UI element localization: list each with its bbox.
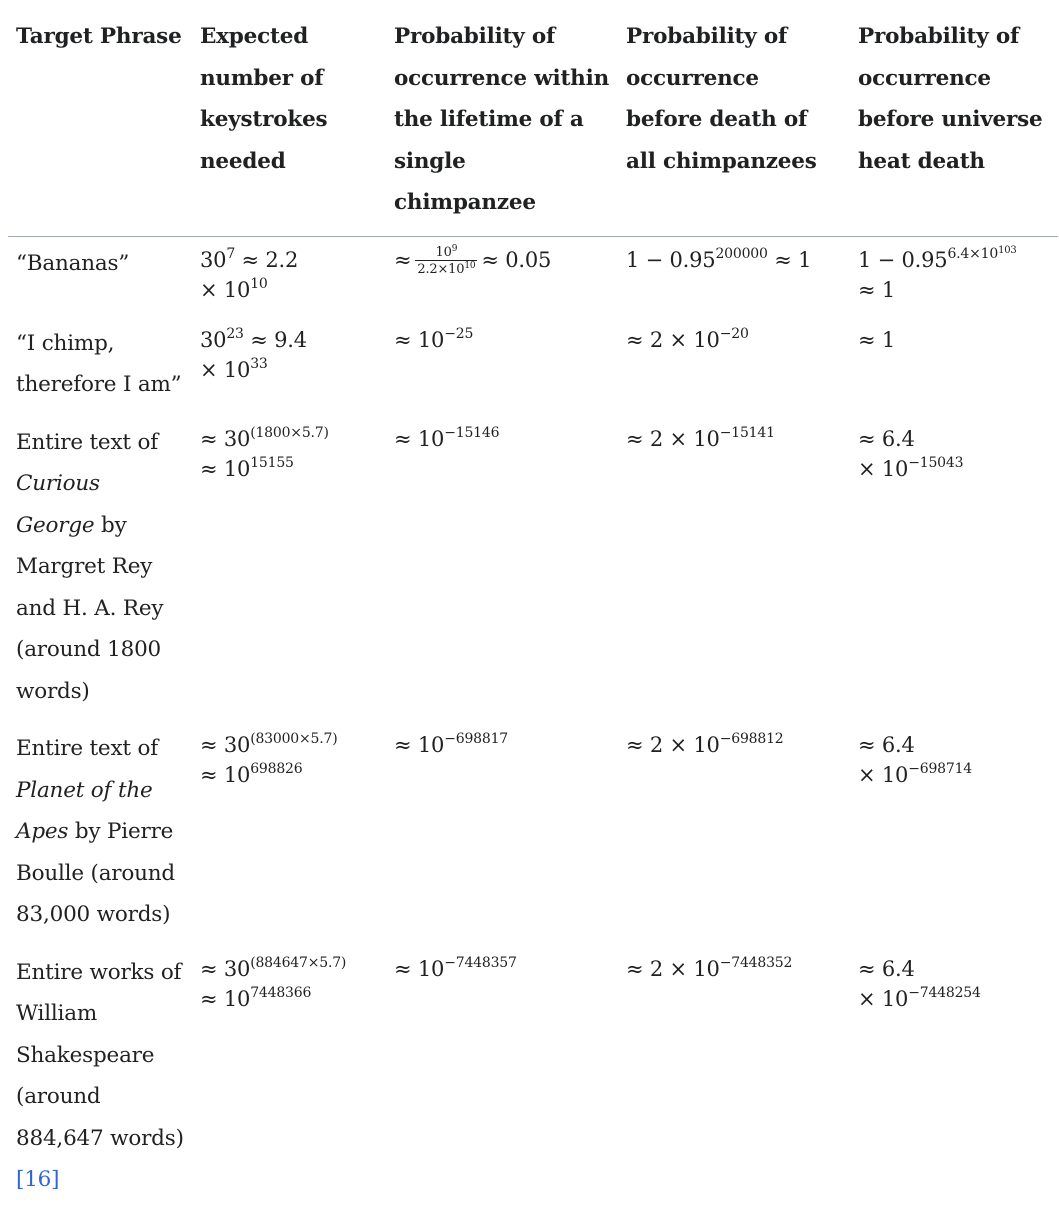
table-row [8,236,1058,317]
prob-single-chimp-cell [386,236,618,317]
book-title: Planet of the Apes [16,777,153,844]
keystrokes-cell [192,236,386,317]
math-line: ≈ $10^{-15146}$ [394,424,500,451]
math-line: ≈ 6.4 [858,956,915,981]
book-title: Curious George [16,471,100,538]
target-phrase-cell: Entire text of Planet of the Apes by Pierre Boulle (around 83,000 words) [16,736,175,927]
math-line: $30^{23} \approx 9.4$ [200,325,307,352]
keystrokes-cell [192,946,386,1211]
prob-all-chimps-cell [618,236,850,317]
prob-heat-death-cell [850,416,1058,723]
math-line: × $10^{-7448254}$ [858,984,981,1011]
prob-all-chimps-cell [618,946,850,1211]
math-line: ≈ 1 [858,327,896,352]
header-prob-heat-death: Probability of occurrence before universe heat death [858,24,1043,174]
math-line: ≈ $\frac{10^9}{2.2\times 10^{10}}$ ≈ 0.05 [394,244,552,277]
math-line: ≈ $10^{-7448357}$ [394,954,517,981]
prob-heat-death-cell [850,236,1058,317]
math-line: ≈ $10^{7448366}$ [200,984,312,1011]
math-line: × $10^{33}$ [200,355,268,382]
prob-all-chimps-cell [618,317,850,416]
target-phrase-cell: Entire works of William Shakespeare (around 884,647 words) [16] [16,959,184,1192]
probability-table [8,12,1058,1211]
prob-heat-death-cell [850,317,1058,416]
math-line: ≈ $10^{698826}$ [200,761,303,787]
math-line: ≈ $30^{(884647\times 5.7)}$ [200,954,347,981]
prob-single-chimp-cell [386,722,618,946]
math-line: ≈ 1 [858,277,896,302]
math-line: ≈ $2 \times 10^{-15141}$ [626,424,775,451]
target-phrase-cell: “Bananas” [16,250,130,276]
header-prob-single-chimp: Probability of occurrence within the lifetime of a single chimpanzee [394,24,610,215]
prob-single-chimp-cell [386,317,618,416]
header-row [8,12,1058,236]
prob-all-chimps-cell [618,416,850,723]
math-line: $30^7 \approx 2.2$ [200,245,299,272]
prob-all-chimps-cell [618,722,850,946]
target-phrase-cell: “I chimp, therefore I am” [16,330,182,397]
fraction: $\frac{10^9}{2.2\times 10^{10}}$ [417,244,476,277]
math-line: ≈ $2 \times 10^{-20}$ [626,325,749,352]
header-target-phrase: Target Phrase [16,24,182,49]
target-phrase-cell: Entire text of Curious George by Margret Rey and H. A. Rey (around 1800 words) [16,429,164,704]
math-line: ≈ 6.4 [858,733,915,757]
math-line: $1 - 0.95^{200000} \approx 1$ [626,245,812,272]
math-line: ≈ $10^{15155}$ [200,454,294,481]
reference-link[interactable]: [16] [16,1167,60,1192]
prob-single-chimp-cell [386,416,618,723]
math-line: ≈ $10^{-25}$ [394,325,474,352]
prob-single-chimp-cell [386,946,618,1211]
header-expected-keystrokes: Expected number of keystrokes needed [200,24,328,174]
math-line: ≈ 6.4 [858,426,915,451]
math-line: ≈ $30^{(1800\times 5.7)}$ [200,424,329,451]
table-row [8,722,1058,946]
table-row [8,416,1058,723]
prob-heat-death-cell [850,946,1058,1211]
table-row [8,946,1058,1211]
table-row [8,317,1058,416]
math-line: × $10^{-15043}$ [858,454,964,481]
keystrokes-cell [192,722,386,946]
math-line: ≈ $30^{(83000\times 5.7)}$ [200,731,338,757]
math-line: $1 - 0.95^{6.4\times 10^{103}}$ [858,244,1017,272]
math-line: ≈ $2 \times 10^{-698812}$ [626,731,784,757]
math-line: ≈ $10^{-698817}$ [394,731,508,757]
math-line: ≈ $2 \times 10^{-7448352}$ [626,954,793,981]
keystrokes-cell [192,416,386,723]
keystrokes-cell [192,317,386,416]
header-prob-all-chimps: Probability of occurrence before death of all chimpanzees [626,24,817,174]
prob-heat-death-cell [850,722,1058,946]
math-line: × $10^{10}$ [200,275,268,302]
math-line: × $10^{-698714}$ [858,761,972,787]
